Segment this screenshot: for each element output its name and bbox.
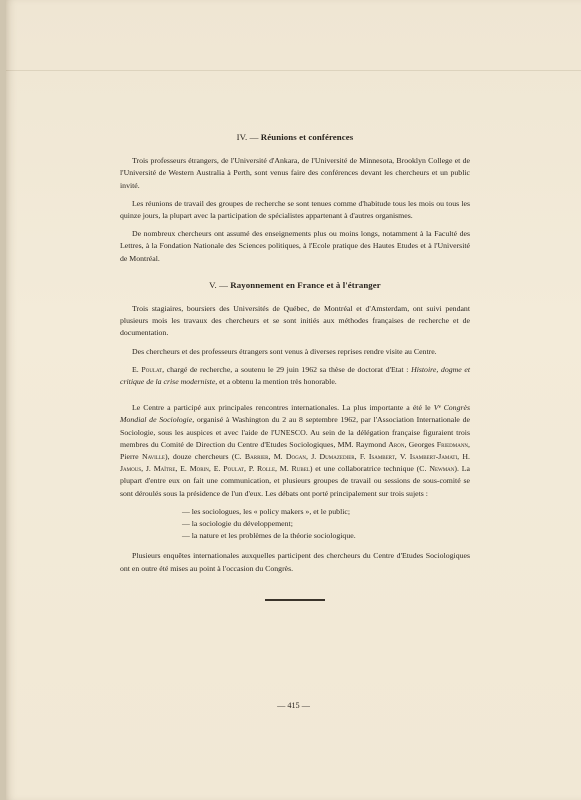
section-5-paragraph-5: Plusieurs enquêtes internationales auxquelles participent des chercheurs du Centre d'Etudes Sociologiques ont en outre été mises au point à l'occasion du Congrès. xyxy=(120,551,470,573)
name-newman: Newman xyxy=(429,464,455,474)
list-item: — la nature et les problèmes de la théorie sociologique. xyxy=(182,531,356,541)
section-4-heading xyxy=(120,131,470,143)
section-4-paragraph-2: Les réunions de travail des groupes de recherche se sont tenues comme d'habitude tous les mois ou tous les quinze jours, la plupart avec la participation de spécialistes appartenant à d'autres organismes. xyxy=(120,198,470,221)
section-5-number: V. — xyxy=(209,279,228,290)
section-4-number: IV. — xyxy=(236,132,259,142)
section-5-paragraph-1: Trois stagiaires, boursiers des Universités de Québec, de Montréal et d'Amsterdam, ont suivi pendant plusieurs mois les travaux des chercheurs et se sont initiés aux méthodes françaises de recherche et de documentation. xyxy=(120,304,470,338)
section-4-paragraph-3: De nombreux chercheurs ont assumé des enseignements plus ou moins longs, notamment à la Faculté des Lettres, à la Fondation Nationale des Sciences politiques, à l'Ecole pratique des Hautes Etudes et à l'Université de Montréal. xyxy=(120,229,470,263)
section-5-paragraph-4: Le Centre a participé aux principales rencontres internationales. La plus importante a été le Vᵉ Congrès Mondial de Sociologie, organisé à Washington du 2 au 8 septembre 1962, par l'Association Internationale de Sociologie, sous les auspices et avec l'aide de l'UNESCO. Au sein de la délégation française figuraient trois membres du Comité de Direction du Centre d'Etudes Sociologiques, MM. Raymond Aron, Georges Friedmann, Pierre Naville), douze chercheurs (C. Barrier, M. Dogan, J. Dumazedier, F. Isambert, V. Isambert-Jamati, H. Jamous, J. Maître, E. Morin, E. Poulat, P. Rolle, M. Rubel) et une collaboratrice technique (C. Newman). La plupart d'entre eux on fait une communication, et plusieurs groupes de travail ou sessions de sous-comité se sont déroulés sous la présidence de l'un d'eux. Les débats ont porté principalement sur trois sujets : xyxy=(120,403,471,498)
name-friedmann: Friedmann xyxy=(436,439,469,449)
section-5-paragraph-3: E. Poulat, chargé de recherche, a soutenu le 29 juin 1962 sa thèse de doctorat d'Etat : Histoire, dogme et critique de la crise moderniste, et a obtenu la mention très honorable. xyxy=(120,364,471,387)
name-aron: Aron xyxy=(388,439,405,449)
researcher-names: Barrier, M. Dogan, J. Dumazedier, F. Isambert, V. Isambert-Jamati, H. Jamous, J. Maître, E. Morin, E. Poulat, P. Rolle, M. Rubel xyxy=(120,452,470,474)
section-4-paragraph-1: Trois professeurs étrangers, de l'Université d'Ankara, de l'Université de Minnesota, Brooklyn College et de l'Université de Western Australia à Perth, sont venus faire des conférences devant les chercheurs et un public invité. xyxy=(120,156,470,190)
page-content xyxy=(120,131,470,601)
author-name: E. Poulat xyxy=(132,364,163,374)
page-fold-line xyxy=(6,70,581,71)
section-5-title: Rayonnement en France et à l'étranger xyxy=(230,279,381,290)
name-naville: Naville xyxy=(141,452,165,462)
page-number: — 415 — xyxy=(277,701,310,710)
section-4-title: Réunions et conférences xyxy=(260,132,354,142)
scanned-page xyxy=(6,0,581,800)
section-5-paragraph-2: Des chercheurs et des professeurs étrangers sont venus à diverses reprises rendre visite au Centre. xyxy=(132,346,437,356)
debate-topics-list xyxy=(120,506,470,543)
closing-rule xyxy=(265,599,325,601)
section-5-heading xyxy=(120,279,470,291)
congress-name: Vᵉ Congrès Mondial de Sociologie xyxy=(120,403,471,425)
list-item: — les sociologues, les « policy makers », et le public; xyxy=(182,506,351,516)
list-item: — la sociologie du développement; xyxy=(182,519,293,529)
thesis-title: Histoire, dogme et critique de la crise moderniste xyxy=(120,364,471,387)
